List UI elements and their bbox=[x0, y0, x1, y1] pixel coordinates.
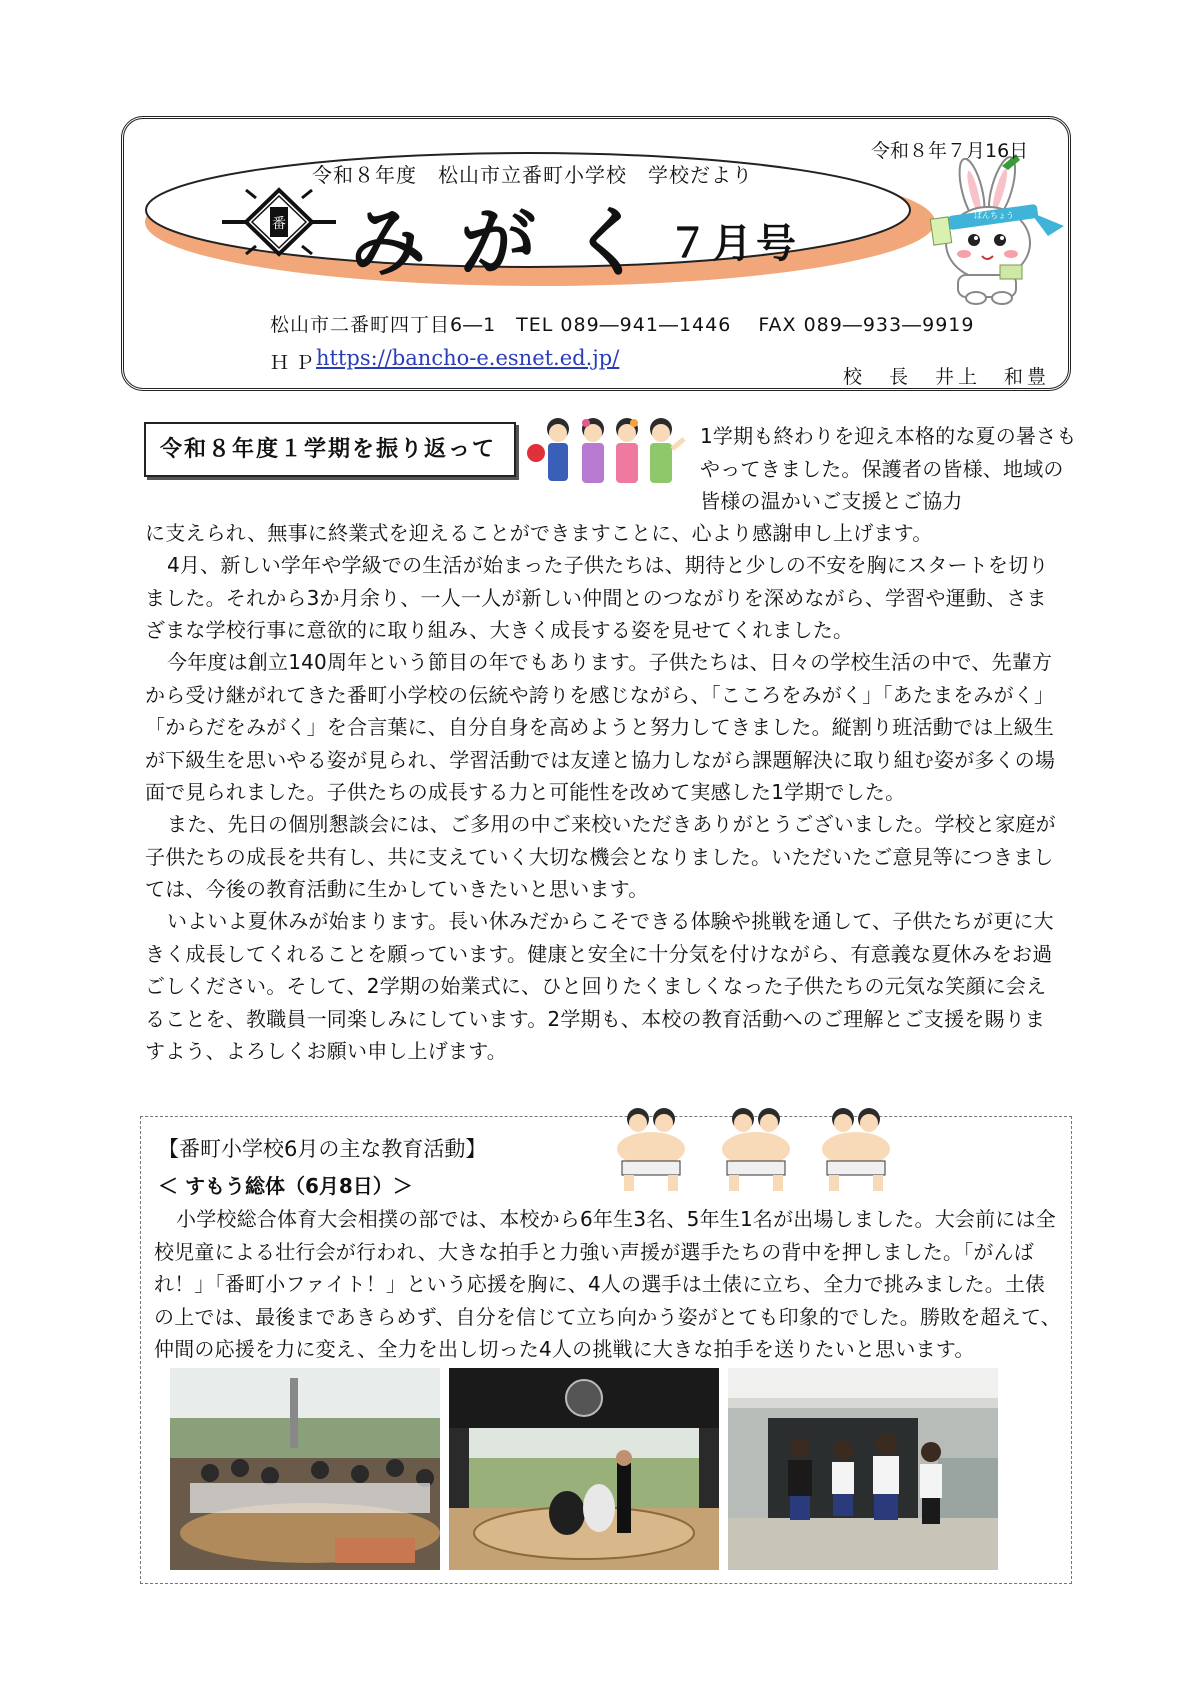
homepage-label: ＨＰ bbox=[270, 352, 321, 374]
paragraph-conference: また、先日の個別懇談会には、ご多用の中ご来校いただきありがとうございました。学校と家庭が子供たちの成長を共有し、共に支えていく大切な機会となりました。いただいたご意見等につきましては、今後の教育活動に生かしていきたいと思います。 bbox=[145, 812, 1056, 901]
school-address: 松山市二番町四丁目6―1 TEL 089―941―1446 FAX 089―933―9919 bbox=[270, 314, 975, 336]
intro-text-continued: に支えられ、無事に終業式を迎えることができますことに、心より感謝申し上げます。 bbox=[145, 521, 933, 545]
sumo-pair-icon bbox=[722, 1108, 790, 1191]
paragraph-summer: いよいよ夏休みが始まります。長い休みだからこそできる体験や挑戦を通して、子供たちが更に大きく成長してくれることを願っています。健康と安全に十分気を付けながら、有意義な夏休みをお過ごしください。そして、2学期の始業式に、ひと回りたくましくなった子供たちの元気な笑顔に会えることを、教職員一同楽しみにしています。2学期も、本校の教育活動へのご理解とご支援を賜りますよう、よろしくお願い申し上げます。 bbox=[145, 909, 1054, 1063]
kid-figure-icon bbox=[616, 418, 638, 483]
activities-title: 【番町小学校6月の主な教育活動】 bbox=[158, 1137, 487, 1161]
sumo-pair-icon bbox=[617, 1108, 685, 1191]
newsletter-title: みがく bbox=[350, 198, 680, 287]
sumo-illustration bbox=[610, 1105, 900, 1197]
mascot-sign: ばんちょう bbox=[974, 211, 1014, 220]
paragraph-anniversary: 今年度は創立140周年という節目の年でもあります。子供たちは、日々の学校生活の中で、先輩方から受け継がれてきた番町小学校の伝統や誇りを感じながら、「こころをみがく」「あたまをみがく」「からだをみがく」を合言葉に、自分自身を高めようと努力してきました。縦割り班活動では上級生が下級生を思いやる姿が見られ、学習活動では友達と協力しながら課題解決に取り組む姿が多くの場面で見られました。子供たちの成長する力と可能性を改めて実感した1学期でした。 bbox=[145, 650, 1056, 804]
section1-heading: 令和８年度１学期を振り返って bbox=[144, 422, 516, 477]
photo-send-off-rally bbox=[170, 1368, 440, 1570]
mascot-rabbit-icon bbox=[930, 154, 1064, 304]
paragraph-april: 4月、新しい学年や学級での生活が始まった子供たちは、期待と少しの不安を胸にスタートを切りました。それから3か月余り、一人一人が新しい仲間とのつながりを深めながら、学習や運動、さまざまな学校行事に意欲的に取り組み、大きく成長する姿を見せてくれました。 bbox=[145, 553, 1049, 642]
emblem-char: 番 bbox=[272, 216, 286, 232]
intro-text-side: 1学期も終わりを迎え本格的な夏の暑さもやってきました。保護者の皆様、地域の皆様の温かいご支援とご協力 bbox=[700, 424, 1077, 513]
activities-subtitle: ＜ すもう総体（6月8日）＞ bbox=[158, 1174, 413, 1198]
kid-figure-icon bbox=[582, 418, 604, 483]
school-line: 令和８年度 松山市立番町小学校 学校だより bbox=[312, 163, 753, 187]
kid-figure-icon bbox=[650, 418, 684, 483]
kids-yukata-illustration bbox=[520, 415, 690, 490]
homepage-link[interactable]: https://bancho-e.esnet.ed.jp/ bbox=[316, 346, 620, 370]
principal-name: 校 長 井上 和豊 bbox=[843, 366, 1051, 388]
photo-team-group bbox=[728, 1368, 998, 1570]
issue-date: 令和８年７月16日 bbox=[871, 140, 1029, 162]
sumo-pair-icon bbox=[822, 1108, 890, 1191]
activities-body: 小学校総合体育大会相撲の部では、本校から6年生3名、5年生1名が出場しました。大会前には全校児童による壮行会が行われ、大きな拍手と力強い声援が選手たちの背中を押しました。「がんばれ！」「番町小ファイト！」という応援を胸に、4人の選手は土俵に立ち、全力で挑みました。土俵の上では、最後まであきらめず、自分を信じて立ち向かう姿がとても印象的でした。勝敗を超えて、仲間の応援を力に変え、全力を出し切った4人の挑戦に大きな拍手を送りたいと思います。 bbox=[154, 1207, 1061, 1361]
issue-month: ７月号 bbox=[668, 221, 800, 267]
kid-figure-icon bbox=[527, 418, 569, 481]
photo-sumo-bout bbox=[449, 1368, 719, 1570]
